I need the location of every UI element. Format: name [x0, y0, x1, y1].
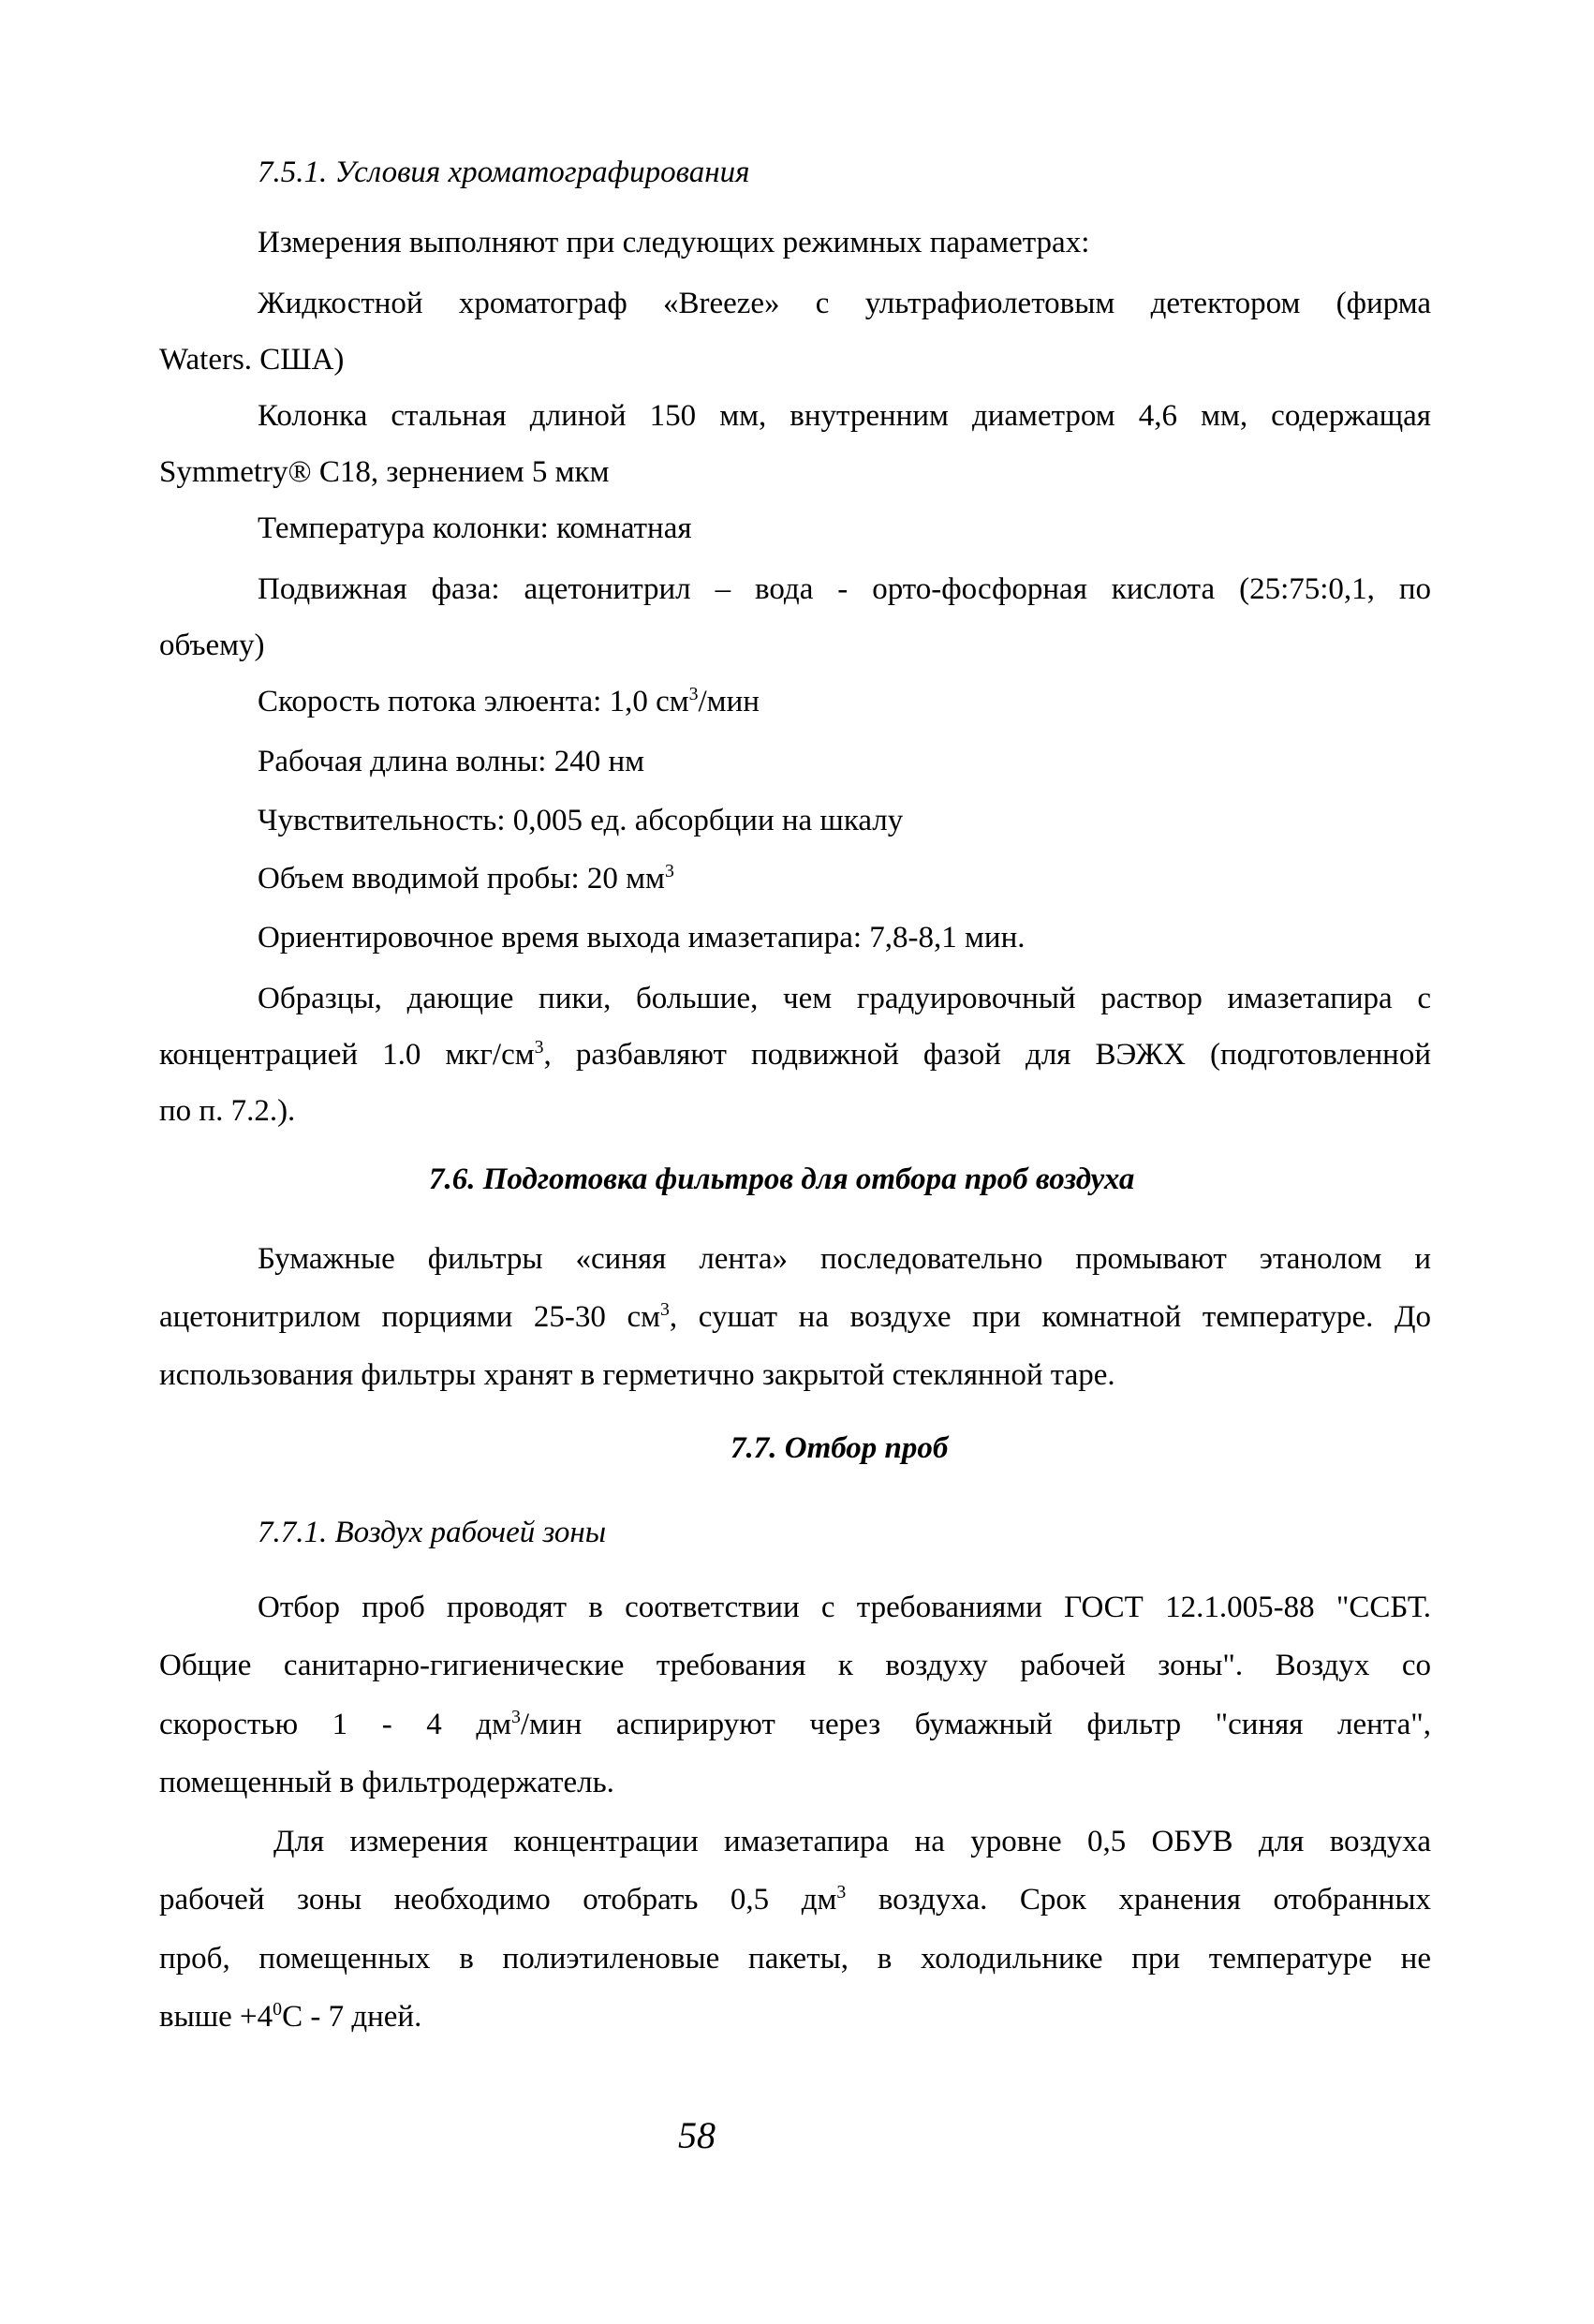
injection-volume-text: Объем вводимой пробы: 20 мм [258, 862, 665, 896]
page-number: 58 [678, 2114, 716, 2156]
paragraph-chromatograph-line2: Waters. США) [159, 343, 345, 377]
paragraph-samples-line1: Образцы, дающие пики, большие, чем градуировочный раствор имазетапира с [258, 982, 1431, 1015]
paragraph-concentration-line4 [159, 1999, 422, 2034]
filters-line2-text: ацетонитрилом порциями 25-30 см [159, 1300, 660, 1334]
concentration-line2-rest: воздуха. Срок хранения отобранных [846, 1883, 1431, 1917]
paragraph-sampling-line2: Общие санитарно-гигиенические требования к воздуху рабочей зоны". Воздух со [159, 1649, 1431, 1682]
section-heading-7-6: 7.6. Подготовка фильтров для отбора проб воздуха [429, 1162, 1135, 1196]
flow-rate-superscript: 3 [688, 684, 699, 704]
paragraph-mobile-phase-line2: объему) [159, 629, 265, 662]
paragraph-chromatograph-line1: Жидкостной хроматограф «Breeze» с ультрафиолетовым детектором (фирма [258, 287, 1431, 320]
paragraph-samples-line2 [159, 1037, 1431, 1072]
injection-volume-superscript: 3 [664, 861, 674, 881]
paragraph-sampling-line3 [159, 1707, 1432, 1741]
paragraph-filters-line2 [159, 1299, 1431, 1334]
section-heading-7-5-1: 7.5.1. Условия хроматографирования [258, 155, 750, 189]
paragraph-injection-volume [258, 861, 674, 896]
paragraph-filters-line3: использования фильтры хранят в герметично закрытой стеклянной таре. [159, 1358, 1115, 1392]
sampling-line3-rest: /мин аспирируют через бумажный фильтр "синяя лента", [520, 1708, 1432, 1741]
concentration-line4-rest: С - 7 дней. [282, 2000, 422, 2034]
concentration-line4-superscript: 0 [273, 1999, 283, 2020]
paragraph-mobile-phase-line1: Подвижная фаза: ацетонитрил – вода - орто-фосфорная кислота (25:75:0,1, по [258, 572, 1431, 606]
paragraph-samples-line3: по п. 7.2.). [159, 1094, 296, 1128]
section-heading-7-7-1: 7.7.1. Воздух рабочей зоны [258, 1516, 607, 1549]
paragraph-filters-line1: Бумажные фильтры «синяя лента» последовательно промывают этанолом и [258, 1242, 1431, 1276]
paragraph-sampling-line4: помещенный в фильтродержатель. [159, 1766, 614, 1799]
paragraph-concentration-line2 [159, 1882, 1431, 1917]
concentration-line2-text: рабочей зоны необходимо отобрать 0,5 дм [159, 1883, 837, 1917]
filters-line2-superscript: 3 [660, 1299, 670, 1320]
paragraph-concentration-line1: Для измерения концентрации имазетапира на уровне 0,5 ОБУВ для воздуха [273, 1825, 1431, 1858]
paragraph-sampling-line1: Отбор проб проводят в соответствии с требованиями ГОСТ 12.1.005-88 "ССБТ. [258, 1591, 1431, 1624]
paragraph-retention-time: Ориентировочное время выхода имазетапира: 7,8-8,1 мин. [258, 921, 1026, 955]
samples-line2-superscript: 3 [534, 1037, 544, 1058]
concentration-line2-superscript: 3 [836, 1882, 847, 1902]
paragraph-column-line1: Колонка стальная длиной 150 мм, внутренним диаметром 4,6 мм, содержащая [258, 399, 1431, 433]
flow-rate-text: Скорость потока элюента: 1,0 см [258, 685, 689, 718]
paragraph-concentration-line3: проб, помещенных в полиэтиленовые пакеты, в холодильнике при температуре не [159, 1942, 1431, 1976]
paragraph-column-temperature: Температура колонки: комнатная [258, 511, 692, 545]
paragraph-wavelength: Рабочая длина волны: 240 нм [258, 745, 645, 778]
sampling-line3-superscript: 3 [511, 1707, 521, 1727]
section-heading-7-7: 7.7. Отбор проб [731, 1431, 949, 1465]
samples-line2-rest: , разбавляют подвижной фазой для ВЭЖХ (подготовленной [543, 1038, 1431, 1072]
paragraph-sensitivity: Чувствительность: 0,005 ед. абсорбции на шкалу [258, 804, 904, 837]
filters-line2-rest: , сушат на воздухе при комнатной температуре. До [669, 1300, 1431, 1334]
flow-rate-unit: /мин [698, 685, 760, 718]
paragraph-column-line2: Symmetry® C18, зернением 5 мкм [159, 455, 610, 489]
paragraph-intro: Измерения выполняют при следующих режимных параметрах: [258, 226, 1090, 259]
sampling-line3-text: скоростью 1 - 4 дм [159, 1708, 511, 1741]
concentration-line4-text: выше +4 [159, 2000, 273, 2034]
paragraph-flow-rate [258, 684, 760, 718]
samples-line2-text: концентрацией 1.0 мкг/см [159, 1038, 535, 1072]
